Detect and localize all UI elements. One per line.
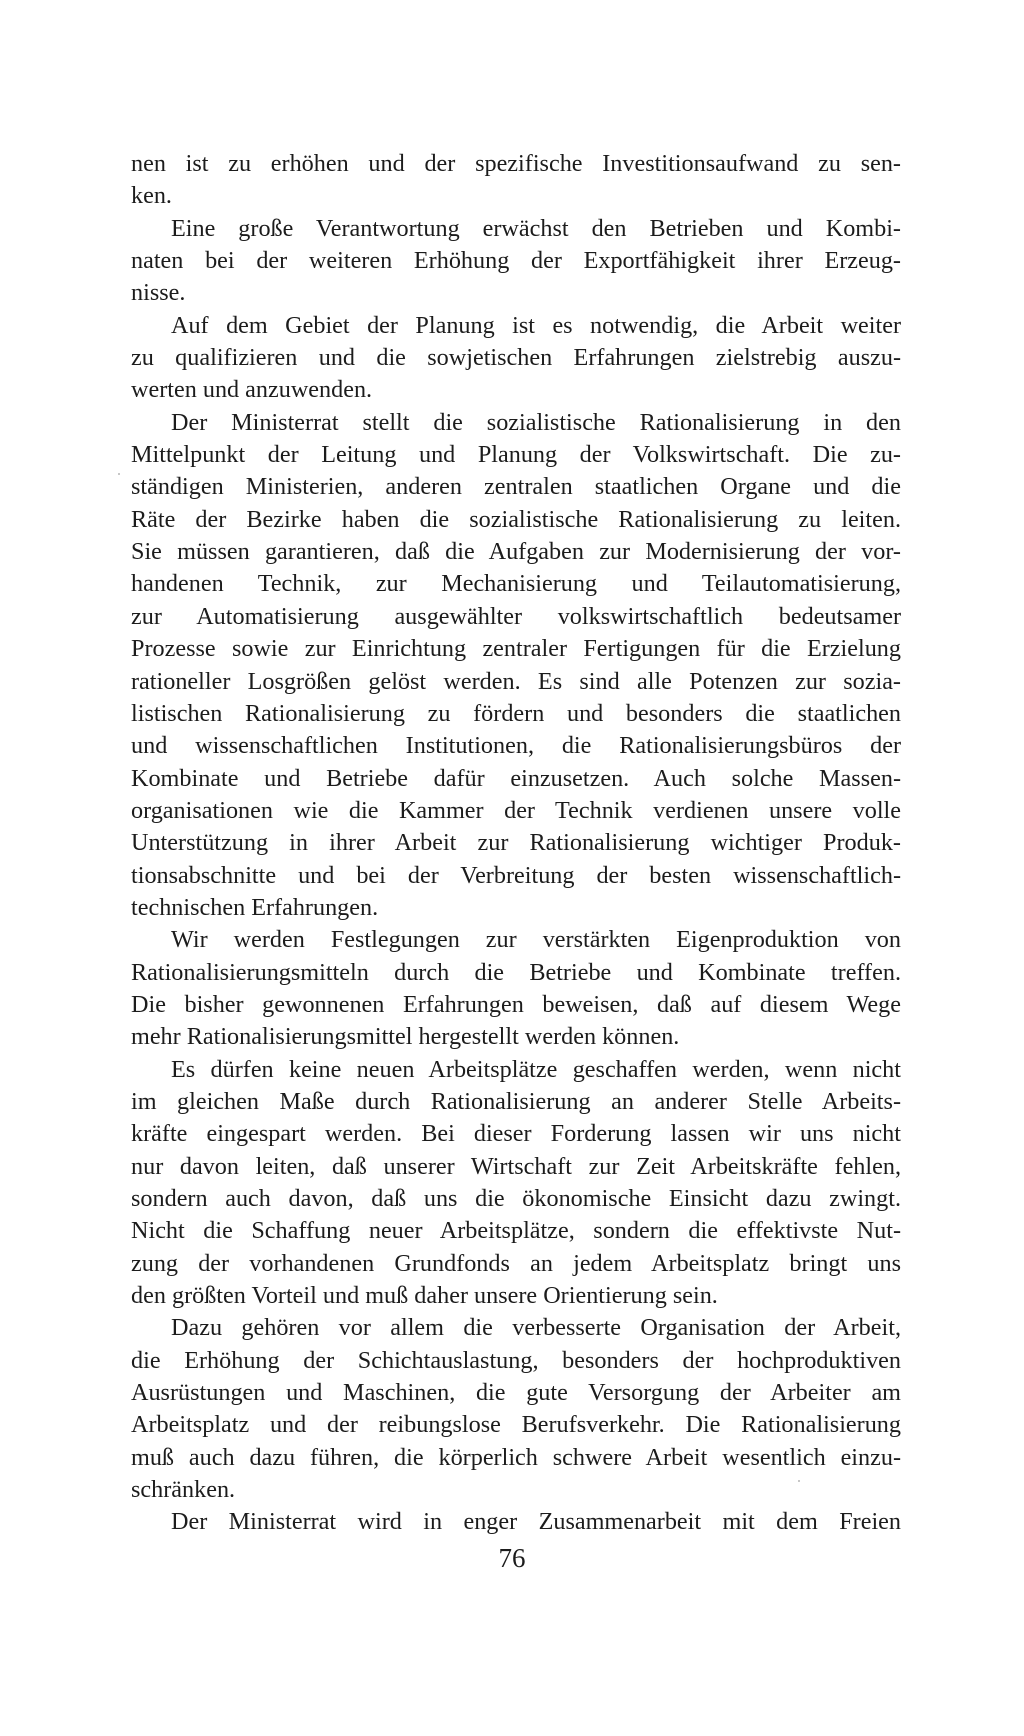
text-line: Prozesse sowie zur Einrichtung zentraler Fertigungen für die Erzielung <box>131 635 901 663</box>
text-line: nisse. <box>131 279 186 307</box>
text-line: Kombinate und Betriebe dafür einzusetzen. Auch solche Massen- <box>131 764 901 792</box>
text-line: werten und anzuwenden. <box>131 376 373 404</box>
text-line: die Erhöhung der Schichtauslastung, besonders der hochproduktiven <box>131 1346 901 1374</box>
text-line: rationeller Losgrößen gelöst werden. Es sind alle Potenzen zur sozia- <box>131 667 901 695</box>
text-line: Unterstützung in ihrer Arbeit zur Rationalisierung wichtiger Produk- <box>131 829 901 857</box>
text-line: nen ist zu erhöhen und der spezifische Investitionsaufwand zu sen- <box>131 150 901 177</box>
text-line: nur davon leiten, daß unserer Wirtschaft zur Zeit Arbeitskräfte fehlen, <box>131 1152 901 1180</box>
text-line: den größten Vorteil und muß daher unsere Orientierung sein. <box>131 1282 718 1310</box>
text-line: Räte der Bezirke haben die sozialistische Rationalisierung zu leiten. <box>131 505 901 533</box>
text-line: zu qualifizieren und die sowjetischen Erfahrungen zielstrebig auszu- <box>131 344 901 372</box>
text-line: ken. <box>131 182 172 210</box>
text-line: Die bisher gewonnenen Erfahrungen beweisen, daß auf diesem Wege <box>131 990 901 1018</box>
text-line: Nicht die Schaffung neuer Arbeitsplätze, sondern die effektivste Nut- <box>131 1217 901 1245</box>
text-line: naten bei der weiteren Erhöhung der Exportfähigkeit ihrer Erzeug- <box>131 247 901 275</box>
text-line: Arbeitsplatz und der reibungslose Berufsverkehr. Die Rationalisierung <box>131 1411 901 1439</box>
text-line: Eine große Verantwortung erwächst den Betrieben und Kombi- <box>171 214 901 242</box>
text-line: Es dürfen keine neuen Arbeitsplätze geschaffen werden, wenn nicht <box>171 1055 901 1083</box>
text-line: Sie müssen garantieren, daß die Aufgaben zur Modernisierung der vor- <box>131 538 901 566</box>
print-speck <box>798 1480 800 1482</box>
text-line: ständigen Ministerien, anderen zentralen staatlichen Organe und die <box>131 473 901 501</box>
text-line: muß auch dazu führen, die körperlich schwere Arbeit wesentlich einzu- <box>131 1443 901 1471</box>
text-line: Auf dem Gebiet der Planung ist es notwendig, die Arbeit weiter <box>171 311 901 339</box>
text-line: Dazu gehören vor allem die verbesserte Organisation der Arbeit, <box>171 1314 901 1342</box>
text-line: und wissenschaftlichen Institutionen, die Rationalisierungsbüros der <box>131 732 901 760</box>
text-line: Mittelpunkt der Leitung und Planung der Volkswirtschaft. Die zu- <box>131 441 901 469</box>
text-line: Der Ministerrat stellt die sozialistische Rationalisierung in den <box>171 408 901 436</box>
text-line: schränken. <box>131 1476 236 1504</box>
text-line: organisationen wie die Kammer der Technik verdienen unsere volle <box>131 796 901 824</box>
text-line: sondern auch davon, daß uns die ökonomische Einsicht dazu zwingt. <box>131 1185 901 1212</box>
text-line: kräfte eingespart werden. Bei dieser Forderung lassen wir uns nicht <box>131 1120 901 1148</box>
text-line: Wir werden Festlegungen zur verstärkten Eigenproduktion von <box>171 926 901 954</box>
text-line: Ausrüstungen und Maschinen, die gute Versorgung der Arbeiter am <box>131 1379 901 1407</box>
text-line: mehr Rationalisierungsmittel hergestellt werden können. <box>131 1023 680 1051</box>
text-line: im gleichen Maße durch Rationalisierung an anderer Stelle Arbeits- <box>131 1087 901 1115</box>
print-speck <box>118 473 120 475</box>
page-number: 76 <box>498 1543 526 1573</box>
text-line: Rationalisierungsmitteln durch die Betriebe und Kombinate treffen. <box>131 958 901 986</box>
text-line: handenen Technik, zur Mechanisierung und Teilautomatisierung, <box>131 570 901 598</box>
text-line: tionsabschnitte und bei der Verbreitung der besten wissenschaftlich- <box>131 861 901 889</box>
text-line: zung der vorhandenen Grundfonds an jedem Arbeitsplatz bringt uns <box>131 1249 901 1277</box>
text-line: listischen Rationalisierung zu fördern und besonders die staatlichen <box>131 699 901 727</box>
text-line: Der Ministerrat wird in enger Zusammenarbeit mit dem Freien <box>171 1508 901 1536</box>
body-text <box>131 148 901 1539</box>
text-line: technischen Erfahrungen. <box>131 893 379 921</box>
text-line: zur Automatisierung ausgewählter volkswirtschaftlich bedeutsamer <box>131 602 901 630</box>
